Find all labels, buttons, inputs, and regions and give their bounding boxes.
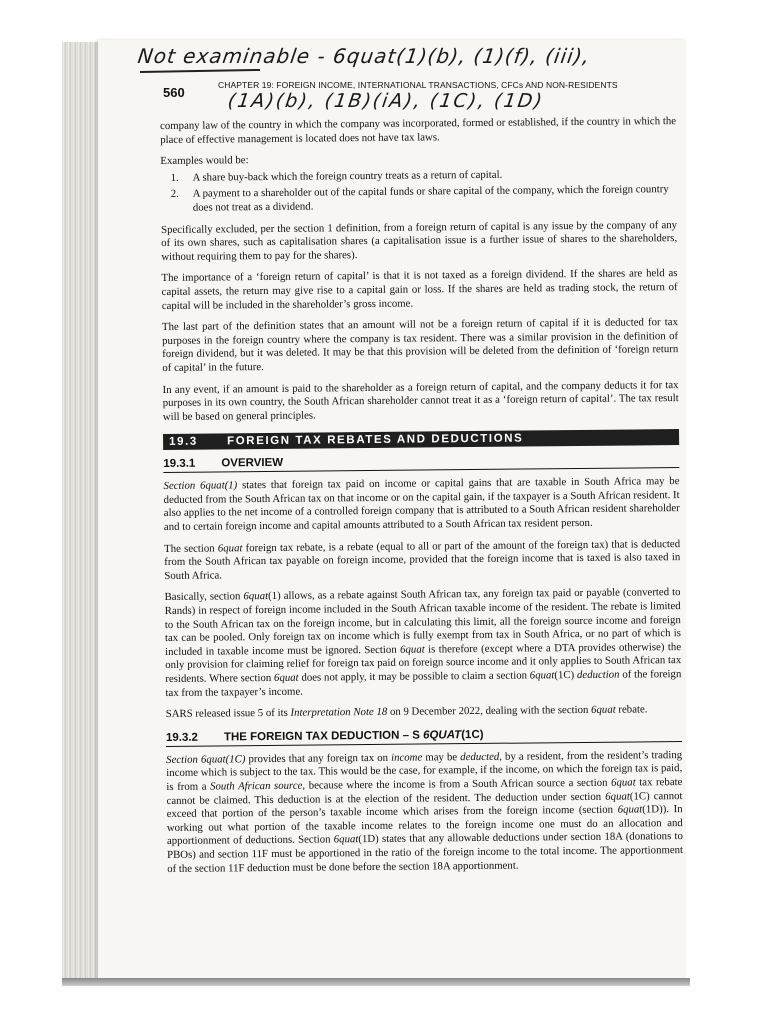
list-item xyxy=(161,183,677,215)
running-header: CHAPTER 19: FOREIGN INCOME, INTERNATIONAL TRANSACTIONS, CFCs AND NON-RESIDENTS xyxy=(218,80,618,90)
paragraph: Specifically excluded, per the section 1 definition, from a foreign return of capital is any issue by the company of any of its own shares, such as capitalisation shares (a capitalisation issue is a further issue of shares to the shareholders, without requiring them to pay for the shares). xyxy=(160,218,678,263)
paragraph: Basically, section 6quat(1) allows, as a rebate against South African tax, any foreign tax paid or payable (converted to Rands) in respect of foreign income included in the South African taxable income of the resident. The rebate is limited to the South African tax on the foreign income, but in calculating this limit, all the foreign source income and foreign tax can be pooled. Only foreign tax on income which is fully exempt from tax in South Africa, or no part of which is included in taxable income must be ignored. Section 6quat is therefore (except where a DTA provides otherwise) the only provision for claiming relief for foreign tax paid on foreign source income and it only applies to South African tax residents. Where section 6quat does not apply, it may be possible to claim a section 6quat(1C) deduction of the foreign tax from the taxpayer’s income. xyxy=(164,586,682,699)
subsection-number: 19.3.2 xyxy=(165,731,198,744)
paragraph: The importance of a ‘foreign return of capital’ is that it is not taxed as a foreign dividend. If the shares are held as capital assets, the return may give rise to a capital gain or loss. If the shares are held as trading stock, the return of capital will be included in the shareholder’s gross income. xyxy=(161,267,678,312)
section-number: 19.3 xyxy=(169,435,198,449)
paragraph: The last part of the definition states that an amount will not be a foreign return of capital if it is deducted for tax purposes in the foreign country where the company is tax resident. There was a similar provision in the definition of foreign dividend, but it was deleted. It may be that this provision will be deleted from the definition of ‘foreign return of capital’ in the future. xyxy=(161,316,679,374)
paragraph: Section 6quat(1) states that foreign tax paid on income or capital gains that are taxable in South Africa may be deducted from the South African tax on that income or on the capital gain, if the taxpayer is a South African resident. It also applies to the net income of a controlled foreign company that is attributed to a South African resident shareholder and to certain foreign income and capital amounts attributed to a South African tax resident person. xyxy=(163,475,680,534)
examples-list xyxy=(160,167,676,216)
page-content xyxy=(160,115,683,884)
paragraph: Section 6quat(1C) provides that any foreign tax on income may be deducted, by a resident, from the resident’s trading income which is subject to the tax. This would be the case, for example, if the income, on which the foreign tax is paid, is from a South African source, because where the income is from a South African source a section 6quat tax rebate cannot be claimed. This deduction is at the election of the resident. The deduction under section 6quat(1C) cannot exceed that portion of the person’s taxable income which arises from the foreign income (section 6quat(1D)). In working out what portion of the taxable income relates to the foreign income one must do an allocation and apportionment of deductions. Section 6quat(1D) states that any allowable deductions under section 18A (donations to PBOs) and section 11F must be apportioned in the ratio of the foreign income to the total income. The apportionment of the section 11F deduction must be done before the section 18A apportionment. xyxy=(166,748,684,875)
section-title: FOREIGN TAX REBATES AND DEDUCTIONS xyxy=(227,432,524,448)
list-item xyxy=(160,167,676,186)
list-number: 2. xyxy=(170,188,179,201)
subsection-title: THE FOREIGN TAX DEDUCTION – S 6QUAT(1C) xyxy=(223,728,484,744)
section-heading xyxy=(163,429,679,450)
paragraph: In any event, if an amount is paid to the shareholder as a foreign return of capital, and the company deducts it for tax purposes in its own country, the South African shareholder cannot treat it as a ‘foreign return of capital’. The tax result will be based on general principles. xyxy=(162,378,679,423)
paragraph: The section 6quat foreign tax rebate, is a rebate (equal to all or part of the amount of the foreign tax) that is deducted from the South African tax payable on foreign income, provided that the foreign income that is taxed is also taxed in South Africa. xyxy=(164,537,681,582)
handwritten-note-line2: (1A)(b), (1B)(iA), (1C), (1D) xyxy=(226,90,546,112)
list-number: 1. xyxy=(170,171,179,184)
list-text: A share buy-back which the foreign country treats as a return of capital. xyxy=(192,168,503,184)
page-stack-edge xyxy=(62,42,102,982)
paragraph: company law of the country in which the company was incorporated, formed or established, if the country in which the place of effective management is located does not have tax laws. xyxy=(160,115,677,146)
paragraph: SARS released issue 5 of its Interpretation Note 18 on 9 December 2022, dealing with the section 6quat rebate. xyxy=(165,703,648,721)
subsection-heading-overview xyxy=(163,453,679,473)
handwritten-note-line1: Not examinable - 6quat(1)(b), (1)(f), (iii), xyxy=(136,44,592,68)
subsection-heading-deduction xyxy=(166,727,682,747)
subsection-number: 19.3.1 xyxy=(163,457,196,471)
paragraph: Examples would be: xyxy=(160,154,249,168)
list-text: A payment to a shareholder out of the capital funds or share capital of the company, which the foreign country does not treat as a dividend. xyxy=(192,183,669,214)
subsection-title: OVERVIEW xyxy=(221,457,284,470)
page-number: 560 xyxy=(163,85,185,100)
page-bottom-shadow xyxy=(62,978,690,986)
